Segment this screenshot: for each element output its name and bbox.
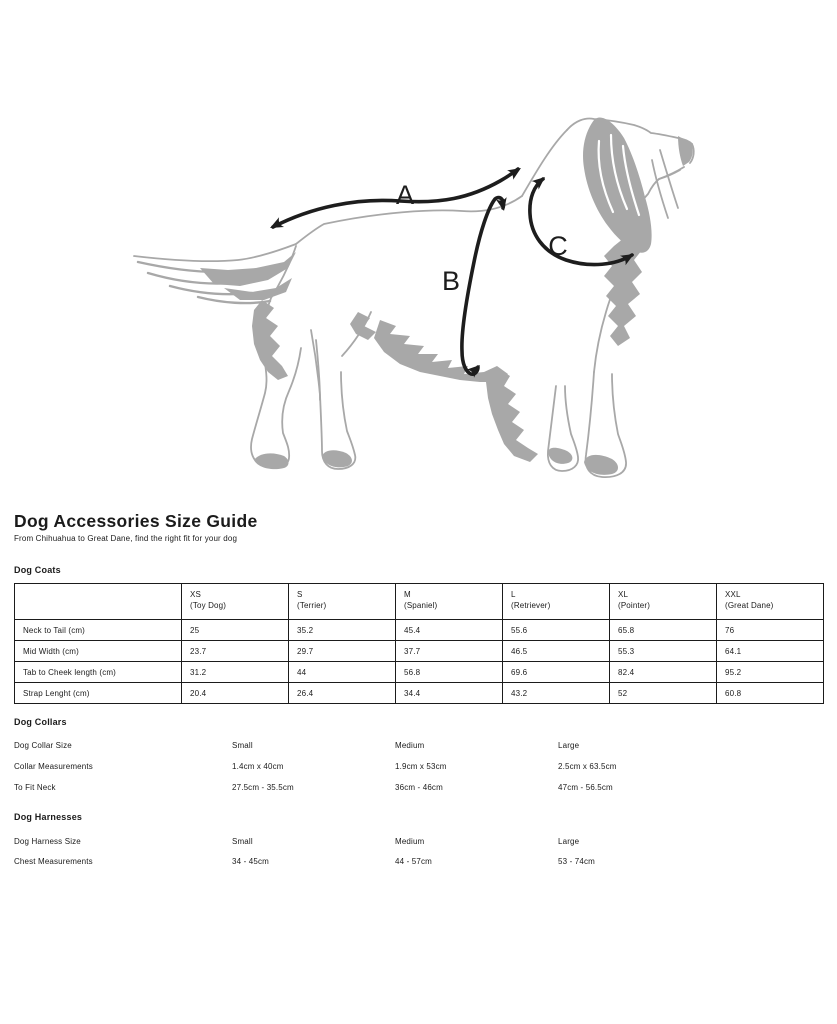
coats-cell: 20.4	[182, 683, 289, 704]
arrow-b-shaft	[462, 198, 504, 375]
spec-value: 44 - 57cm	[395, 857, 432, 866]
dog-tail-top-line	[134, 244, 296, 261]
collars-heading: Dog Collars	[14, 717, 67, 727]
coats-cell: 69.6	[503, 662, 610, 683]
arrowhead-a-left	[268, 217, 285, 233]
spec-value: 34 - 45cm	[232, 857, 269, 866]
coats-col-breed: (Spaniel)	[404, 601, 438, 610]
coats-row-label: Mid Width (cm)	[15, 641, 182, 662]
coats-cell: 23.7	[182, 641, 289, 662]
coats-cell: 34.4	[396, 683, 503, 704]
table-row	[15, 683, 824, 704]
spec-value: Small	[232, 837, 253, 846]
coats-col-header	[717, 584, 824, 620]
measure-label-b: B	[441, 266, 461, 296]
collar-spec-row	[14, 783, 823, 795]
spec-value: 47cm - 56.5cm	[558, 783, 613, 792]
coats-heading: Dog Coats	[14, 565, 61, 575]
table-row	[15, 641, 824, 662]
table-row	[15, 620, 824, 641]
coats-cell: 56.8	[396, 662, 503, 683]
spec-value: Medium	[395, 837, 425, 846]
coats-cell: 43.2	[503, 683, 610, 704]
coats-row-label: Neck to Tail (cm)	[15, 620, 182, 641]
spec-value: 1.9cm x 53cm	[395, 762, 447, 771]
coats-col-size: M	[404, 590, 411, 599]
spec-label: To Fit Neck	[14, 783, 56, 792]
coats-table	[14, 583, 824, 704]
coats-cell: 60.8	[717, 683, 824, 704]
dog-neck-line	[522, 130, 567, 196]
dog-measurement-diagram	[0, 0, 837, 505]
coats-col-header	[503, 584, 610, 620]
spec-value: Large	[558, 837, 580, 846]
measurement-labels	[396, 180, 568, 296]
spec-value: 2.5cm x 63.5cm	[558, 762, 617, 771]
arrowhead-a-right	[507, 163, 524, 179]
coats-col-breed: (Terrier)	[297, 601, 327, 610]
coats-col-size: XS	[190, 590, 201, 599]
coats-col-header	[396, 584, 503, 620]
collar-spec-row	[14, 762, 823, 774]
spec-value: 36cm - 46cm	[395, 783, 443, 792]
coats-col-size: XL	[618, 590, 629, 599]
coats-cell: 31.2	[182, 662, 289, 683]
coats-row-label: Tab to Cheek length (cm)	[15, 662, 182, 683]
coats-cell: 52	[610, 683, 717, 704]
spec-label: Chest Measurements	[14, 857, 93, 866]
dog-hindleg-feathers	[252, 300, 288, 380]
measure-label-c: C	[548, 231, 568, 261]
spec-label: Dog Harness Size	[14, 837, 81, 846]
dog-mouth-line	[659, 170, 680, 179]
dog-stifle-fur	[350, 312, 376, 340]
spec-value: 27.5cm - 35.5cm	[232, 783, 294, 792]
harness-spec-row	[14, 837, 823, 849]
coats-row-label: Strap Lenght (cm)	[15, 683, 182, 704]
page-title: Dog Accessories Size Guide	[14, 511, 258, 531]
coats-col-breed: (Retriever)	[511, 601, 551, 610]
coats-cell: 35.2	[289, 620, 396, 641]
dog-paw-front-far	[548, 448, 572, 464]
coats-col-size: S	[297, 590, 303, 599]
coats-cell: 37.7	[396, 641, 503, 662]
harnesses-heading: Dog Harnesses	[14, 812, 83, 822]
coats-cell: 76	[717, 620, 824, 641]
coats-col-header	[182, 584, 289, 620]
spec-value: Medium	[395, 741, 425, 750]
coats-col-header	[289, 584, 396, 620]
spec-label: Collar Measurements	[14, 762, 93, 771]
coats-cell: 45.4	[396, 620, 503, 641]
dog-chest-feathers	[604, 238, 642, 346]
coats-cell: 55.6	[503, 620, 610, 641]
coats-col-breed: (Pointer)	[618, 601, 651, 610]
coats-col-size: XXL	[725, 590, 741, 599]
dog-sketch-fills	[200, 118, 693, 475]
dog-belly-feathers	[374, 320, 508, 382]
coats-cell: 65.8	[610, 620, 717, 641]
coats-cell: 29.7	[289, 641, 396, 662]
page-subtitle: From Chihuahua to Great Dane, find the right fit for your dog	[14, 534, 238, 543]
coats-col-size: L	[511, 590, 516, 599]
spec-value: Small	[232, 741, 253, 750]
coats-col-breed: (Great Dane)	[725, 601, 774, 610]
coats-cell: 82.4	[610, 662, 717, 683]
spec-value: 1.4cm x 40cm	[232, 762, 284, 771]
table-row	[15, 662, 824, 683]
coats-cell: 55.3	[610, 641, 717, 662]
dog-paw-hind-near	[254, 453, 289, 469]
harness-spec-row	[14, 857, 823, 869]
spec-label: Dog Collar Size	[14, 741, 72, 750]
coats-cell: 26.4	[289, 683, 396, 704]
coats-col-breed: (Toy Dog)	[190, 601, 227, 610]
coats-cell: 44	[289, 662, 396, 683]
dog-frontleg-feathers	[486, 368, 538, 462]
coats-cell: 64.1	[717, 641, 824, 662]
measure-label-a: A	[395, 180, 415, 210]
collar-spec-row	[14, 741, 823, 753]
coats-cell: 25	[182, 620, 289, 641]
coats-col-header	[610, 584, 717, 620]
coats-header-empty	[15, 584, 182, 620]
coats-cell: 46.5	[503, 641, 610, 662]
spec-value: Large	[558, 741, 580, 750]
coats-cell: 95.2	[717, 662, 824, 683]
coats-header-row	[15, 584, 824, 620]
spec-value: 53 - 74cm	[558, 857, 595, 866]
